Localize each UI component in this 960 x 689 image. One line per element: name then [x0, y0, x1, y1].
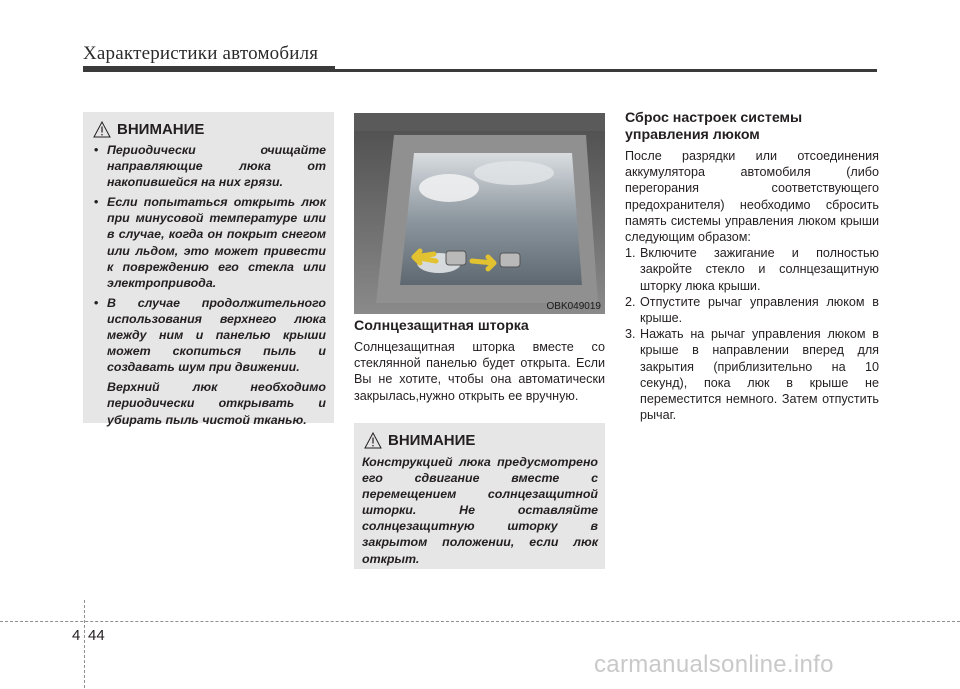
reset-title-line: Сброс настроек системы — [625, 110, 803, 126]
reset-title — [625, 110, 879, 144]
sunroof-illustration — [354, 113, 605, 314]
warning-triangle-icon — [364, 432, 382, 449]
sunroof-photo — [354, 113, 605, 314]
page-number: 44 — [88, 627, 105, 644]
warning-triangle-icon — [93, 121, 111, 138]
reset-intro: После разрядки или отсоединения аккумулятора автомобиля (либо перегорания соответствующего предохранителя) необходимо сбросить память системы управления люком крыши следующим образом: — [625, 149, 879, 245]
warning-heading — [364, 432, 475, 449]
warning-extra-text: Верхний люк необходимо периодически открывать и убирать пыль чистой тканью. — [107, 380, 326, 427]
warning-heading — [93, 121, 204, 138]
reset-step — [625, 245, 879, 294]
reset-step-text: Отпустите рычаг управления люком в крыше. — [640, 294, 879, 326]
sunshade-body: Солнцезащитная шторка вместе со стеклянной панелью будет открыта. Если Вы не хотите, чтобы она автоматически закрылась,нужно открыть ее вручную. — [354, 340, 605, 403]
reset-step-text: Нажать на рычаг управления люком в крыше в направлении вперед для закрытия (приблизительно на 10 секунд), пока люк в крыше не переместится немного. Затем отпустить рычаг. — [640, 327, 879, 423]
page-header-title: Характеристики автомобиля — [83, 43, 319, 64]
warning-bullet: • В случае продолжительного использования верхнего люка между ним и панелью крыши может скопиться пыль и создавать шум при движении. — [88, 295, 326, 375]
reset-title-line: управления люком — [625, 127, 760, 143]
reset-step-text: Включите зажигание и полностью закройте стекло и солнцезащитную шторку люка крыши. — [640, 246, 879, 293]
reset-step-number: 3. — [625, 327, 636, 342]
warning-body: Конструкцией люка предусмотрено его сдвигание вместе с перемещением солнцезащитной шторки. Не оставляйте солнцезащитную шторку в закрытом положении, если люк открыт. — [362, 455, 598, 566]
footer-divider — [84, 600, 85, 688]
reset-content — [625, 148, 879, 423]
header-rule-accent — [83, 66, 335, 72]
reset-step — [625, 326, 879, 423]
warning-bullets — [88, 142, 326, 428]
reset-step-number: 2. — [625, 294, 636, 309]
warning-bullet: • Если попытаться открыть люк при минусовой температуре или в случае, когда он покрыт снегом или льдом, это может привести к повреждению его стекла или электропривода. — [88, 194, 326, 291]
watermark-text: carmanualsonline.info — [594, 651, 834, 678]
footer-rule — [0, 621, 960, 622]
warning-heading-text: ВНИМАНИЕ — [117, 121, 205, 138]
warning-heading-text: ВНИМАНИЕ — [388, 432, 476, 449]
warning-box-sunshade — [354, 423, 605, 569]
warning-bullet: • Периодически очищайте направляющие люка от накопившейся на них грязи. — [88, 142, 326, 190]
reset-step — [625, 294, 879, 326]
sunshade-title: Солнцезащитная шторка — [354, 318, 529, 334]
page-chapter-number: 4 — [72, 627, 81, 644]
reset-step-number: 1. — [625, 246, 636, 261]
figure-code: OBK049019 — [546, 301, 601, 312]
warning-box-sunroof-care — [83, 112, 334, 427]
